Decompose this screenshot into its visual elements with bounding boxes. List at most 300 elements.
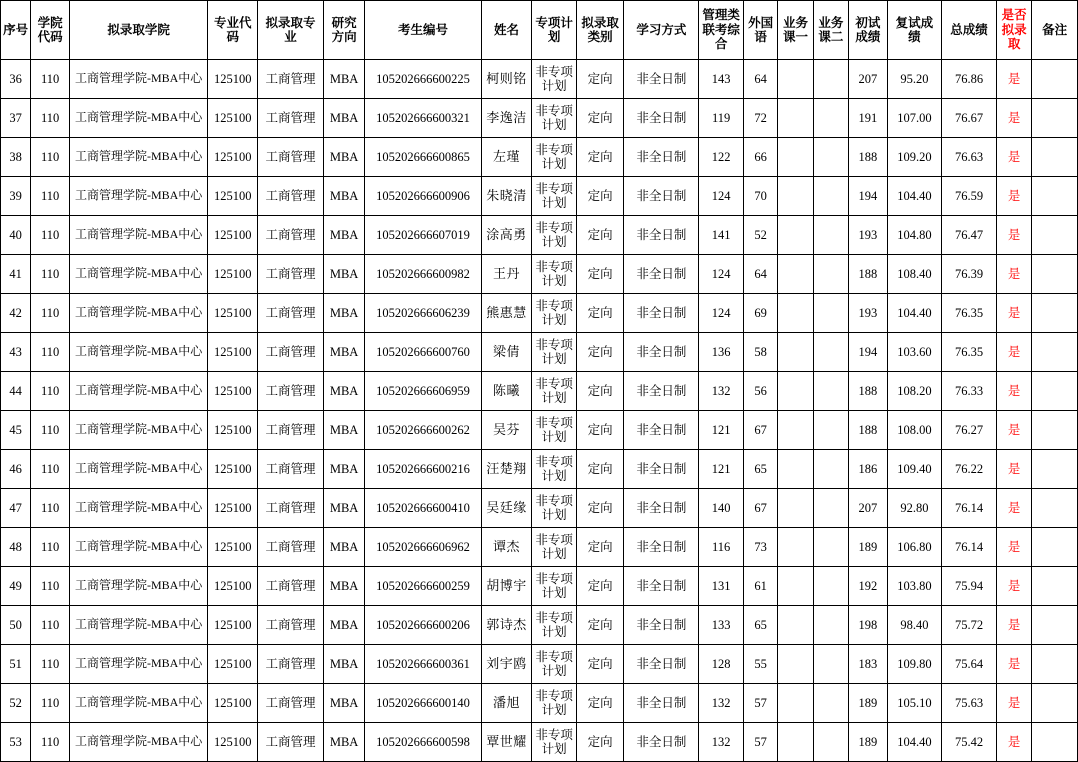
cell-retest-score: 103.60	[887, 333, 942, 372]
cell-major: 工商管理	[258, 216, 324, 255]
cell-study-mode: 非全日制	[624, 489, 699, 528]
cell-plan: 非专项计划	[532, 372, 577, 411]
cell-mgmt-score: 124	[699, 177, 744, 216]
table-row	[1, 138, 1078, 177]
cell-plan: 非专项计划	[532, 294, 577, 333]
cell-biz1-score	[778, 684, 813, 723]
cell-biz2-score	[813, 684, 848, 723]
cell-retest-score: 108.00	[887, 411, 942, 450]
cell-college: 工商管理学院-MBA中心	[69, 528, 208, 567]
cell-direction: MBA	[323, 723, 365, 762]
cell-college-code: 110	[31, 567, 69, 606]
cell-total-score: 76.33	[942, 372, 997, 411]
cell-name: 左瑾	[481, 138, 532, 177]
cell-admit-type: 定向	[576, 567, 624, 606]
cell-name: 覃世耀	[481, 723, 532, 762]
table-row	[1, 99, 1078, 138]
cell-biz2-score	[813, 528, 848, 567]
table-row	[1, 450, 1078, 489]
cell-direction: MBA	[323, 528, 365, 567]
cell-exam-id: 105202666600410	[365, 489, 481, 528]
cell-remark	[1032, 294, 1078, 333]
cell-study-mode: 非全日制	[624, 567, 699, 606]
table-row	[1, 645, 1078, 684]
cell-college-code: 110	[31, 60, 69, 99]
cell-major-code: 125100	[208, 567, 258, 606]
cell-college-code: 110	[31, 255, 69, 294]
cell-study-mode: 非全日制	[624, 216, 699, 255]
cell-exam-id: 105202666600262	[365, 411, 481, 450]
cell-major-code: 125100	[208, 216, 258, 255]
cell-first-score: 192	[849, 567, 887, 606]
cell-study-mode: 非全日制	[624, 138, 699, 177]
cell-college: 工商管理学院-MBA中心	[69, 684, 208, 723]
table-row	[1, 606, 1078, 645]
cell-college-code: 110	[31, 294, 69, 333]
cell-plan: 非专项计划	[532, 528, 577, 567]
cell-total-score: 76.67	[942, 99, 997, 138]
table-row	[1, 411, 1078, 450]
cell-remark	[1032, 216, 1078, 255]
header-biz2-score: 业务课二	[813, 1, 848, 60]
table-row	[1, 567, 1078, 606]
cell-study-mode: 非全日制	[624, 255, 699, 294]
cell-major-code: 125100	[208, 606, 258, 645]
cell-first-score: 188	[849, 255, 887, 294]
cell-biz1-score	[778, 723, 813, 762]
cell-first-score: 193	[849, 216, 887, 255]
cell-major: 工商管理	[258, 60, 324, 99]
cell-admit-type: 定向	[576, 138, 624, 177]
cell-admit-type: 定向	[576, 60, 624, 99]
cell-major: 工商管理	[258, 372, 324, 411]
cell-study-mode: 非全日制	[624, 60, 699, 99]
cell-first-score: 207	[849, 489, 887, 528]
cell-exam-id: 105202666600982	[365, 255, 481, 294]
header-major-code: 专业代码	[208, 1, 258, 60]
cell-seq: 36	[1, 60, 31, 99]
cell-foreign-score: 52	[743, 216, 777, 255]
cell-admitted-flag: 是	[996, 99, 1031, 138]
cell-college: 工商管理学院-MBA中心	[69, 333, 208, 372]
table-row	[1, 489, 1078, 528]
cell-remark	[1032, 528, 1078, 567]
cell-seq: 41	[1, 255, 31, 294]
cell-first-score: 186	[849, 450, 887, 489]
cell-college-code: 110	[31, 450, 69, 489]
cell-remark	[1032, 411, 1078, 450]
cell-admitted-flag: 是	[996, 606, 1031, 645]
cell-foreign-score: 58	[743, 333, 777, 372]
cell-name: 李逸洁	[481, 99, 532, 138]
cell-plan: 非专项计划	[532, 177, 577, 216]
cell-total-score: 76.22	[942, 450, 997, 489]
cell-mgmt-score: 132	[699, 723, 744, 762]
cell-biz2-score	[813, 255, 848, 294]
cell-biz2-score	[813, 372, 848, 411]
header-remark: 备注	[1032, 1, 1078, 60]
cell-admitted-flag: 是	[996, 216, 1031, 255]
cell-major-code: 125100	[208, 411, 258, 450]
cell-study-mode: 非全日制	[624, 528, 699, 567]
cell-college-code: 110	[31, 645, 69, 684]
cell-mgmt-score: 141	[699, 216, 744, 255]
cell-seq: 38	[1, 138, 31, 177]
cell-college-code: 110	[31, 138, 69, 177]
cell-retest-score: 109.80	[887, 645, 942, 684]
cell-total-score: 76.47	[942, 216, 997, 255]
cell-admitted-flag: 是	[996, 411, 1031, 450]
cell-major-code: 125100	[208, 294, 258, 333]
cell-retest-score: 109.20	[887, 138, 942, 177]
cell-total-score: 75.94	[942, 567, 997, 606]
cell-biz1-score	[778, 528, 813, 567]
cell-college-code: 110	[31, 411, 69, 450]
cell-first-score: 194	[849, 177, 887, 216]
cell-biz1-score	[778, 606, 813, 645]
cell-direction: MBA	[323, 372, 365, 411]
cell-seq: 47	[1, 489, 31, 528]
cell-name: 汪楚翔	[481, 450, 532, 489]
cell-study-mode: 非全日制	[624, 294, 699, 333]
cell-plan: 非专项计划	[532, 723, 577, 762]
cell-college-code: 110	[31, 177, 69, 216]
cell-college-code: 110	[31, 684, 69, 723]
table-row	[1, 177, 1078, 216]
cell-direction: MBA	[323, 684, 365, 723]
cell-admit-type: 定向	[576, 450, 624, 489]
header-name: 姓名	[481, 1, 532, 60]
cell-name: 胡博宇	[481, 567, 532, 606]
cell-foreign-score: 57	[743, 684, 777, 723]
cell-admit-type: 定向	[576, 333, 624, 372]
cell-major-code: 125100	[208, 723, 258, 762]
cell-college-code: 110	[31, 606, 69, 645]
cell-biz2-score	[813, 294, 848, 333]
cell-admit-type: 定向	[576, 645, 624, 684]
cell-first-score: 207	[849, 60, 887, 99]
cell-plan: 非专项计划	[532, 255, 577, 294]
cell-exam-id: 105202666607019	[365, 216, 481, 255]
cell-remark	[1032, 372, 1078, 411]
cell-remark	[1032, 138, 1078, 177]
cell-direction: MBA	[323, 450, 365, 489]
cell-retest-score: 109.40	[887, 450, 942, 489]
cell-total-score: 76.86	[942, 60, 997, 99]
header-college: 拟录取学院	[69, 1, 208, 60]
cell-major-code: 125100	[208, 138, 258, 177]
cell-direction: MBA	[323, 138, 365, 177]
cell-plan: 非专项计划	[532, 489, 577, 528]
cell-admit-type: 定向	[576, 489, 624, 528]
header-exam-id: 考生编号	[365, 1, 481, 60]
cell-major: 工商管理	[258, 528, 324, 567]
cell-mgmt-score: 140	[699, 489, 744, 528]
cell-college-code: 110	[31, 333, 69, 372]
cell-mgmt-score: 124	[699, 255, 744, 294]
cell-foreign-score: 70	[743, 177, 777, 216]
cell-name: 梁倩	[481, 333, 532, 372]
cell-admit-type: 定向	[576, 723, 624, 762]
cell-admitted-flag: 是	[996, 723, 1031, 762]
cell-admit-type: 定向	[576, 255, 624, 294]
header-plan: 专项计划	[532, 1, 577, 60]
cell-seq: 49	[1, 567, 31, 606]
header-college-code: 学院代码	[31, 1, 69, 60]
cell-seq: 42	[1, 294, 31, 333]
cell-direction: MBA	[323, 489, 365, 528]
cell-admit-type: 定向	[576, 216, 624, 255]
cell-plan: 非专项计划	[532, 216, 577, 255]
cell-seq: 39	[1, 177, 31, 216]
cell-college-code: 110	[31, 723, 69, 762]
cell-name: 潘旭	[481, 684, 532, 723]
cell-mgmt-score: 131	[699, 567, 744, 606]
cell-biz1-score	[778, 333, 813, 372]
cell-college-code: 110	[31, 528, 69, 567]
cell-total-score: 76.14	[942, 528, 997, 567]
cell-plan: 非专项计划	[532, 567, 577, 606]
cell-biz2-score	[813, 99, 848, 138]
cell-mgmt-score: 132	[699, 684, 744, 723]
cell-seq: 45	[1, 411, 31, 450]
cell-college: 工商管理学院-MBA中心	[69, 450, 208, 489]
cell-admitted-flag: 是	[996, 372, 1031, 411]
cell-foreign-score: 56	[743, 372, 777, 411]
cell-remark	[1032, 645, 1078, 684]
table-row	[1, 684, 1078, 723]
cell-biz2-score	[813, 411, 848, 450]
cell-admitted-flag: 是	[996, 255, 1031, 294]
cell-college: 工商管理学院-MBA中心	[69, 138, 208, 177]
header-foreign-score: 外国语	[743, 1, 777, 60]
cell-biz2-score	[813, 606, 848, 645]
cell-major-code: 125100	[208, 177, 258, 216]
table-row	[1, 294, 1078, 333]
cell-remark	[1032, 450, 1078, 489]
cell-seq: 48	[1, 528, 31, 567]
cell-biz1-score	[778, 177, 813, 216]
cell-direction: MBA	[323, 60, 365, 99]
cell-seq: 52	[1, 684, 31, 723]
header-mgmt-score: 管理类联考综合	[699, 1, 744, 60]
cell-biz1-score	[778, 450, 813, 489]
cell-exam-id: 105202666606962	[365, 528, 481, 567]
cell-mgmt-score: 128	[699, 645, 744, 684]
cell-total-score: 75.64	[942, 645, 997, 684]
header-total-score: 总成绩	[942, 1, 997, 60]
cell-total-score: 76.27	[942, 411, 997, 450]
cell-biz1-score	[778, 60, 813, 99]
cell-total-score: 76.39	[942, 255, 997, 294]
cell-major: 工商管理	[258, 450, 324, 489]
cell-seq: 44	[1, 372, 31, 411]
cell-plan: 非专项计划	[532, 99, 577, 138]
cell-admit-type: 定向	[576, 372, 624, 411]
cell-direction: MBA	[323, 567, 365, 606]
cell-total-score: 76.14	[942, 489, 997, 528]
cell-college: 工商管理学院-MBA中心	[69, 489, 208, 528]
cell-name: 吴廷缘	[481, 489, 532, 528]
cell-major-code: 125100	[208, 372, 258, 411]
cell-retest-score: 108.40	[887, 255, 942, 294]
cell-seq: 43	[1, 333, 31, 372]
cell-remark	[1032, 60, 1078, 99]
cell-major: 工商管理	[258, 606, 324, 645]
cell-plan: 非专项计划	[532, 606, 577, 645]
table-row	[1, 723, 1078, 762]
cell-retest-score: 105.10	[887, 684, 942, 723]
cell-major: 工商管理	[258, 684, 324, 723]
cell-study-mode: 非全日制	[624, 333, 699, 372]
cell-biz1-score	[778, 255, 813, 294]
cell-first-score: 193	[849, 294, 887, 333]
cell-biz2-score	[813, 723, 848, 762]
cell-admitted-flag: 是	[996, 528, 1031, 567]
cell-exam-id: 105202666606959	[365, 372, 481, 411]
cell-direction: MBA	[323, 645, 365, 684]
cell-study-mode: 非全日制	[624, 450, 699, 489]
cell-exam-id: 105202666600760	[365, 333, 481, 372]
cell-name: 涂高勇	[481, 216, 532, 255]
cell-biz1-score	[778, 489, 813, 528]
cell-first-score: 183	[849, 645, 887, 684]
cell-major: 工商管理	[258, 177, 324, 216]
cell-name: 陈曦	[481, 372, 532, 411]
cell-college-code: 110	[31, 372, 69, 411]
header-biz1-score: 业务课一	[778, 1, 813, 60]
cell-college: 工商管理学院-MBA中心	[69, 255, 208, 294]
cell-foreign-score: 55	[743, 645, 777, 684]
cell-mgmt-score: 133	[699, 606, 744, 645]
cell-exam-id: 105202666600140	[365, 684, 481, 723]
cell-college: 工商管理学院-MBA中心	[69, 723, 208, 762]
cell-study-mode: 非全日制	[624, 411, 699, 450]
cell-mgmt-score: 143	[699, 60, 744, 99]
cell-biz2-score	[813, 138, 848, 177]
cell-plan: 非专项计划	[532, 411, 577, 450]
cell-major-code: 125100	[208, 333, 258, 372]
cell-biz1-score	[778, 138, 813, 177]
cell-admit-type: 定向	[576, 528, 624, 567]
cell-admitted-flag: 是	[996, 567, 1031, 606]
cell-study-mode: 非全日制	[624, 99, 699, 138]
cell-seq: 50	[1, 606, 31, 645]
cell-remark	[1032, 177, 1078, 216]
cell-remark	[1032, 606, 1078, 645]
cell-seq: 53	[1, 723, 31, 762]
cell-biz2-score	[813, 216, 848, 255]
cell-mgmt-score: 116	[699, 528, 744, 567]
cell-college: 工商管理学院-MBA中心	[69, 411, 208, 450]
cell-name: 柯则铭	[481, 60, 532, 99]
cell-name: 吴芬	[481, 411, 532, 450]
cell-college-code: 110	[31, 489, 69, 528]
cell-college: 工商管理学院-MBA中心	[69, 216, 208, 255]
cell-biz1-score	[778, 645, 813, 684]
cell-major-code: 125100	[208, 60, 258, 99]
cell-plan: 非专项计划	[532, 60, 577, 99]
cell-admit-type: 定向	[576, 606, 624, 645]
cell-foreign-score: 61	[743, 567, 777, 606]
cell-college: 工商管理学院-MBA中心	[69, 99, 208, 138]
cell-admit-type: 定向	[576, 177, 624, 216]
cell-major-code: 125100	[208, 684, 258, 723]
header-retest-score: 复试成绩	[887, 1, 942, 60]
cell-major: 工商管理	[258, 99, 324, 138]
cell-admitted-flag: 是	[996, 177, 1031, 216]
cell-exam-id: 105202666600225	[365, 60, 481, 99]
cell-study-mode: 非全日制	[624, 684, 699, 723]
cell-direction: MBA	[323, 99, 365, 138]
cell-mgmt-score: 122	[699, 138, 744, 177]
header-admit-type: 拟录取类别	[576, 1, 624, 60]
cell-plan: 非专项计划	[532, 138, 577, 177]
cell-foreign-score: 72	[743, 99, 777, 138]
cell-direction: MBA	[323, 177, 365, 216]
cell-name: 谭杰	[481, 528, 532, 567]
cell-first-score: 188	[849, 411, 887, 450]
cell-remark	[1032, 255, 1078, 294]
cell-college: 工商管理学院-MBA中心	[69, 606, 208, 645]
cell-mgmt-score: 119	[699, 99, 744, 138]
cell-total-score: 75.42	[942, 723, 997, 762]
cell-study-mode: 非全日制	[624, 177, 699, 216]
cell-major-code: 125100	[208, 645, 258, 684]
cell-retest-score: 98.40	[887, 606, 942, 645]
cell-direction: MBA	[323, 255, 365, 294]
cell-major: 工商管理	[258, 294, 324, 333]
cell-plan: 非专项计划	[532, 684, 577, 723]
cell-major: 工商管理	[258, 567, 324, 606]
header-major: 拟录取专业	[258, 1, 324, 60]
cell-foreign-score: 64	[743, 60, 777, 99]
cell-seq: 40	[1, 216, 31, 255]
cell-remark	[1032, 489, 1078, 528]
cell-retest-score: 95.20	[887, 60, 942, 99]
table-row	[1, 528, 1078, 567]
cell-foreign-score: 65	[743, 450, 777, 489]
cell-major: 工商管理	[258, 411, 324, 450]
header-seq: 序号	[1, 1, 31, 60]
cell-foreign-score: 57	[743, 723, 777, 762]
table-row	[1, 372, 1078, 411]
cell-remark	[1032, 684, 1078, 723]
cell-admitted-flag: 是	[996, 333, 1031, 372]
cell-major: 工商管理	[258, 489, 324, 528]
cell-direction: MBA	[323, 411, 365, 450]
cell-remark	[1032, 99, 1078, 138]
cell-admit-type: 定向	[576, 411, 624, 450]
cell-foreign-score: 67	[743, 489, 777, 528]
cell-retest-score: 107.00	[887, 99, 942, 138]
cell-admitted-flag: 是	[996, 138, 1031, 177]
header-first-score: 初试成绩	[849, 1, 887, 60]
cell-direction: MBA	[323, 294, 365, 333]
cell-study-mode: 非全日制	[624, 645, 699, 684]
cell-name: 刘宇鸥	[481, 645, 532, 684]
cell-total-score: 76.35	[942, 333, 997, 372]
cell-exam-id: 105202666600216	[365, 450, 481, 489]
cell-study-mode: 非全日制	[624, 606, 699, 645]
cell-admitted-flag: 是	[996, 60, 1031, 99]
cell-first-score: 194	[849, 333, 887, 372]
cell-admitted-flag: 是	[996, 294, 1031, 333]
cell-mgmt-score: 121	[699, 450, 744, 489]
cell-first-score: 188	[849, 372, 887, 411]
cell-total-score: 75.72	[942, 606, 997, 645]
cell-exam-id: 105202666600361	[365, 645, 481, 684]
